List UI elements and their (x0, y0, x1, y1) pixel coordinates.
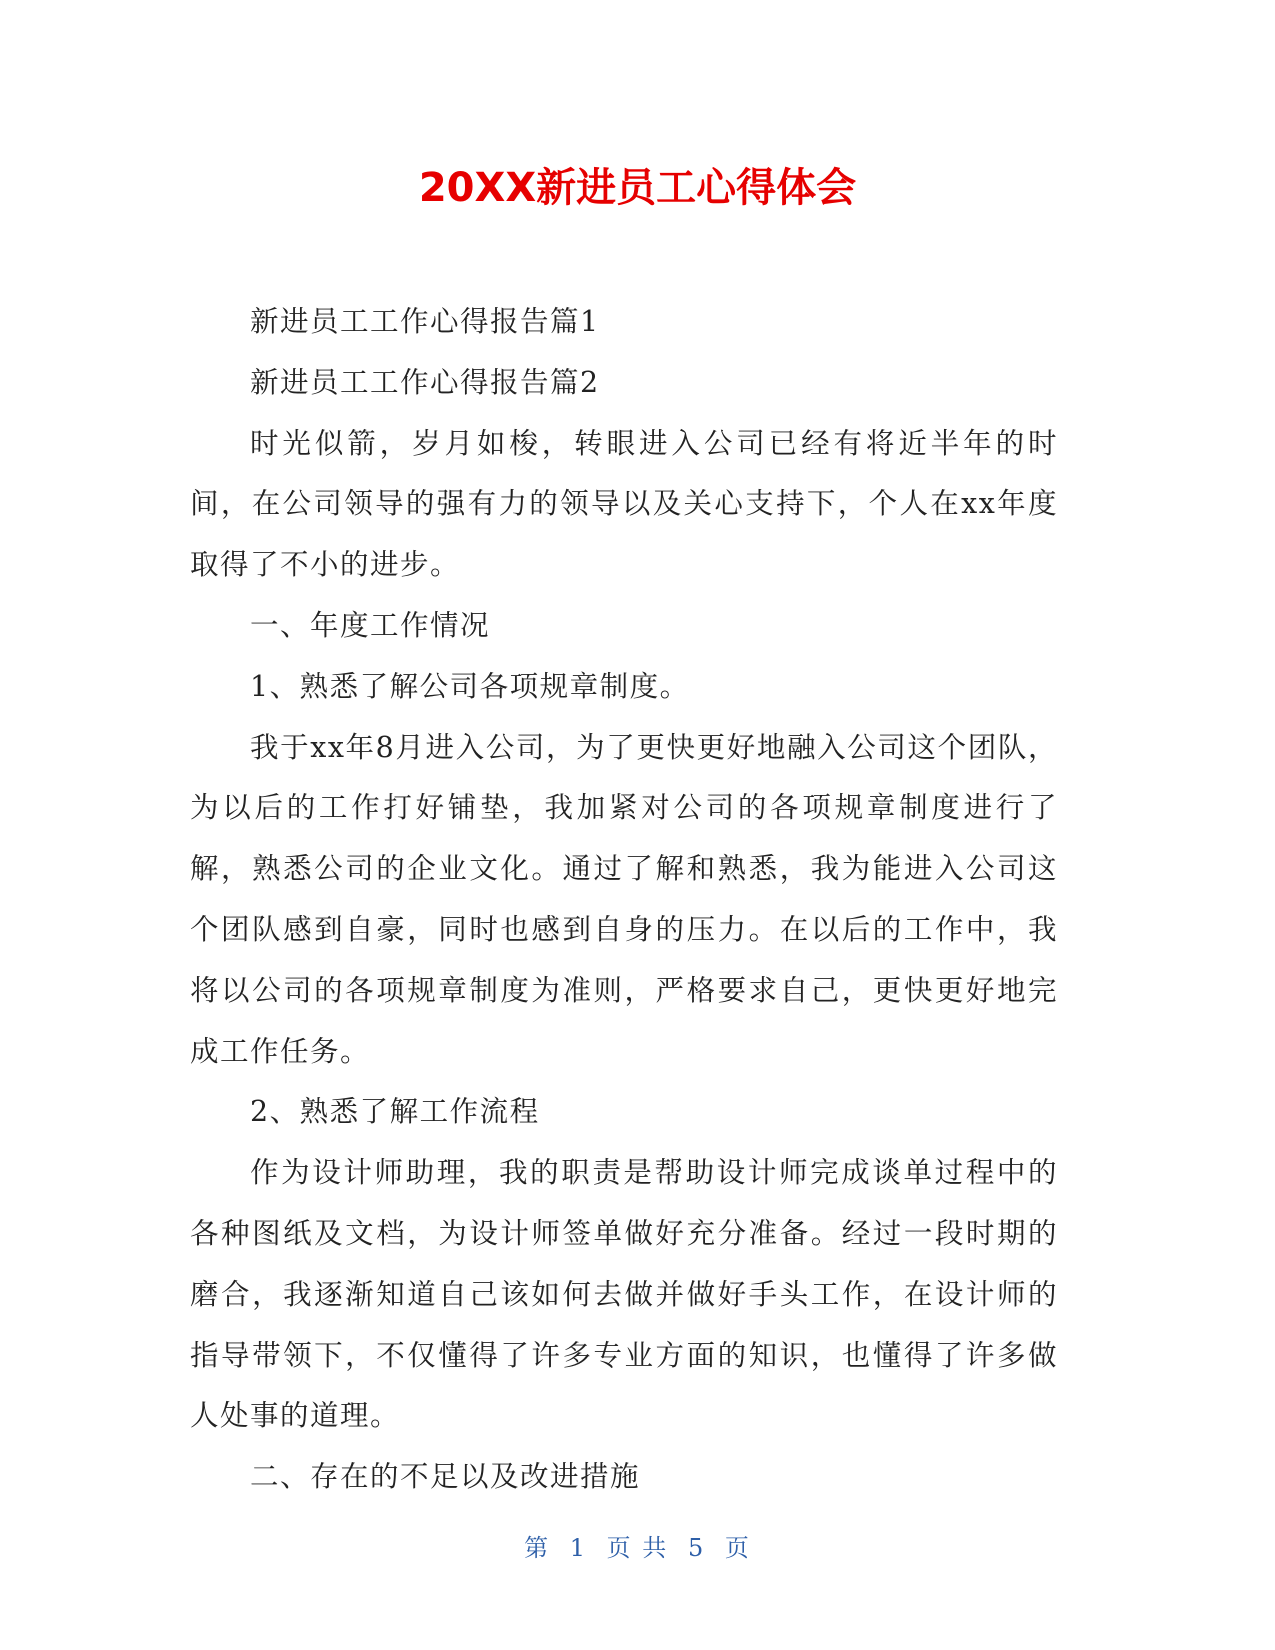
paragraph: 我于xx年8月进入公司，为了更快更好地融入公司这个团队，为以后的工作打好铺垫，我加紧对公司的各项规章制度进行了解，熟悉公司的企业文化。通过了解和熟悉，我为能进入公司这个团队感到自豪，同时也感到自身的压力。在以后的工作中，我将以公司的各项规章制度为准则，严格要求自己，更快更好地完成工作任务。 (190, 730, 1058, 1068)
current-page-number: 1 (569, 1534, 588, 1562)
paragraph: 时光似箭，岁月如梭，转眼进入公司已经有将近半年的时间，在公司领导的强有力的领导以及关心支持下，个人在xx年度取得了不小的进步。 (190, 426, 1058, 582)
paragraph: 新进员工工作心得报告篇2 (250, 365, 600, 399)
footer-middle: 页 共 (606, 1534, 669, 1562)
total-page-count: 5 (687, 1534, 706, 1562)
subsection-heading: 1、熟悉了解公司各项规章制度。 (250, 669, 690, 703)
footer-suffix: 页 (724, 1534, 751, 1562)
page-footer (0, 1528, 1275, 1563)
section-heading: 二、存在的不足以及改进措施 (250, 1460, 641, 1494)
document-title: 20XX新进员工心得体会 (418, 165, 857, 211)
subsection-heading: 2、熟悉了解工作流程 (250, 1095, 540, 1129)
paragraph: 新进员工工作心得报告篇1 (250, 305, 600, 338)
paragraph: 作为设计师助理，我的职责是帮助设计师完成谈单过程中的各种图纸及文档，为设计师签单做好充分准备。经过一段时期的磨合，我逐渐知道自己该如何去做并做好手头工作，在设计师的指导带领下，不仅懂得了许多专业方面的知识，也懂得了许多做人处事的道理。 (190, 1156, 1058, 1433)
document-body (190, 292, 1058, 1508)
footer-prefix: 第 (524, 1534, 551, 1562)
section-heading: 一、年度工作情况 (250, 608, 491, 642)
